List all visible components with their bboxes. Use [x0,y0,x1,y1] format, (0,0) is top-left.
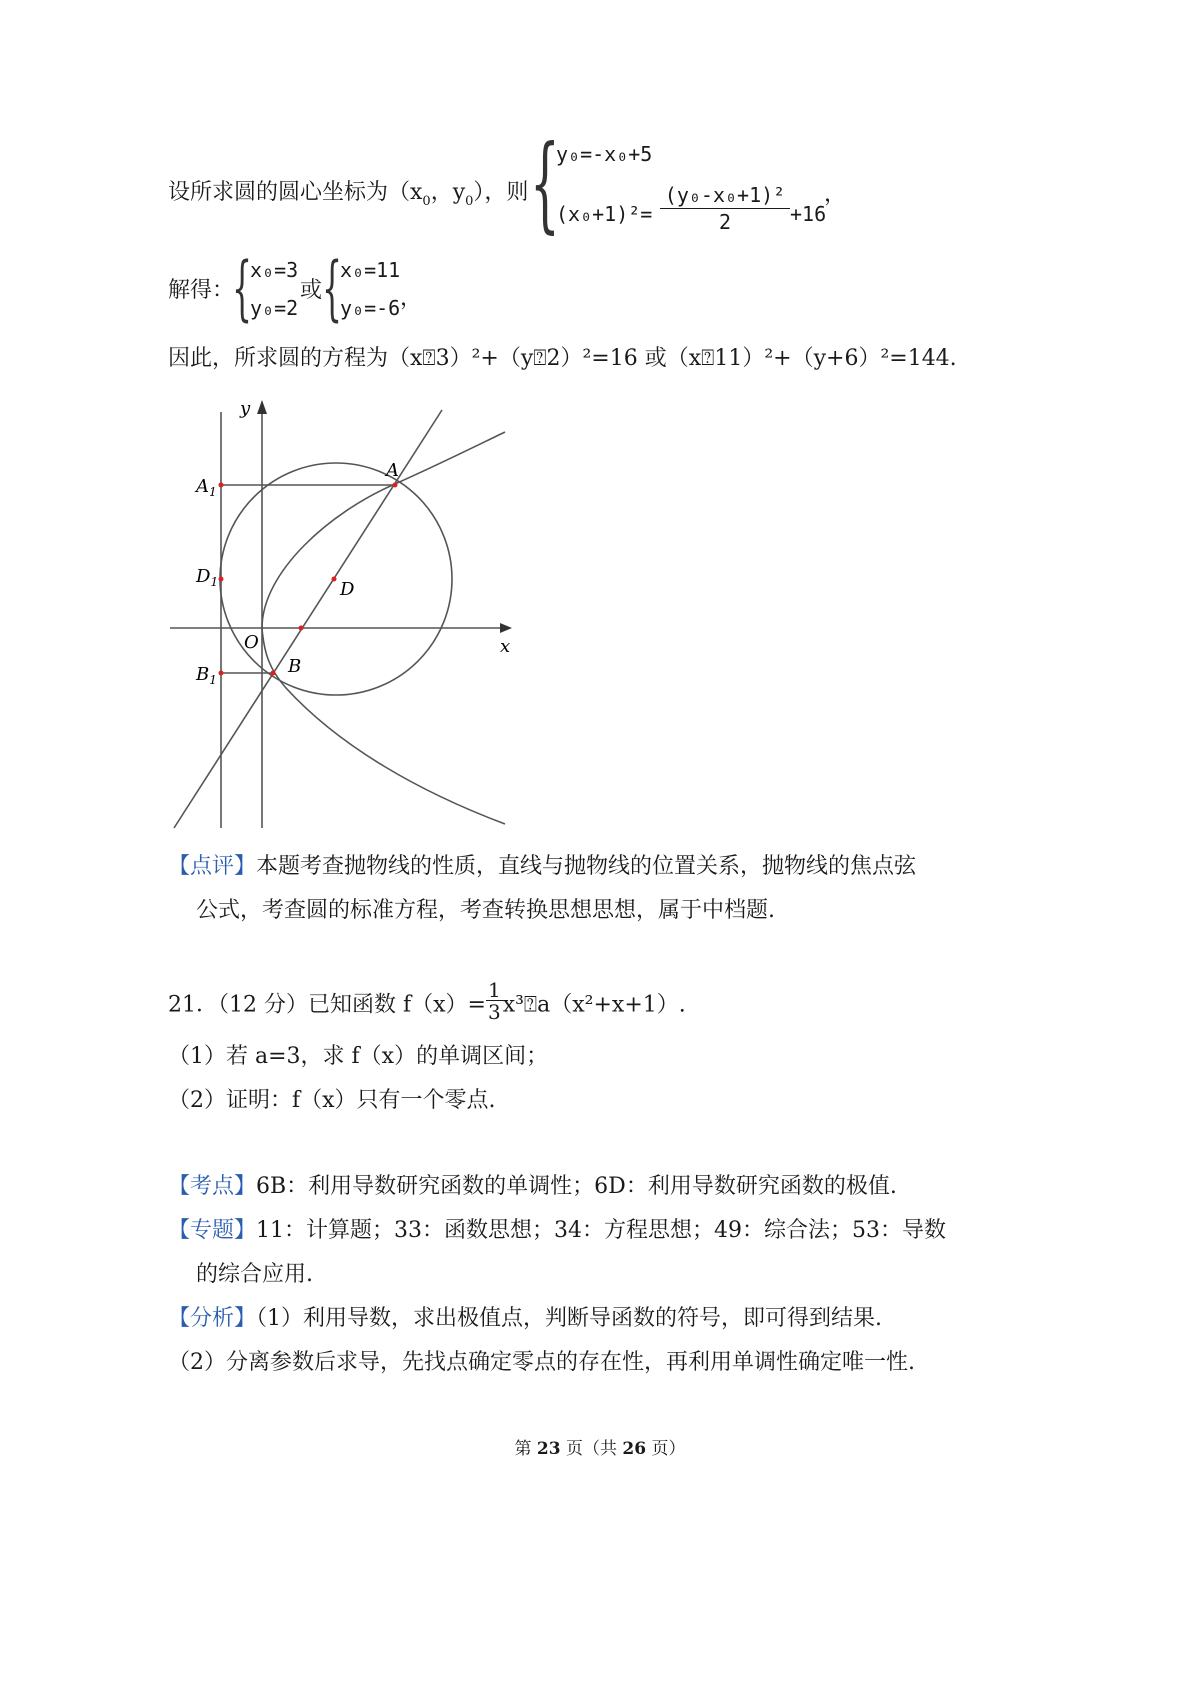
sol2-brace: { [322,247,343,329]
problem21-expr: x³⍰a（x²+x+1）. [502,992,686,1018]
review-line1 [168,852,916,882]
label-x: x [500,636,511,657]
label-y: y [240,398,251,419]
review-text1: 本题考查抛物线的性质，直线与抛物线的位置关系，抛物线的焦点弦 [256,854,917,879]
focal-chord-line [174,410,442,828]
label-d1: $D_1$ [196,566,219,589]
analysis-line1 [168,1304,882,1334]
sol1-line1: x₀=3 [250,258,299,282]
knowledge-text: 6B：利用导数研究函数的单调性；6D：利用导数研究函数的极值. [256,1174,897,1199]
analysis-line2: （2）分离参数后求导，先找点确定零点的存在性，再利用单调性确定唯一性. [168,1350,915,1375]
label-a1: $A_1$ [196,476,217,499]
point-a1 [219,483,224,488]
sol2-line2: y₀=-6 [340,296,401,320]
system1-line2-lhs: (x₀+1)²= [556,202,653,226]
label-b1: $B_1$ [196,664,217,687]
intro-text: 设所求圆的圆心坐标为（x [168,180,423,205]
y-axis-arrow-icon [257,400,267,414]
topic-line1 [168,1216,946,1246]
knowledge-tag: 【考点】 [168,1174,257,1199]
point-d [332,577,337,582]
system1-comma: ， [824,182,847,207]
frac-num: 1 [487,978,501,1002]
problem21-fraction [486,980,503,1023]
analysis-tag: 【分析】 [168,1306,257,1331]
sol1-brace: { [232,247,253,329]
point-b1 [219,671,224,676]
footer-prefix: 第 [514,1439,537,1459]
topic-tag: 【专题】 [168,1218,257,1243]
focus-point [299,626,304,631]
system1-line2-rhs: +16 [790,202,827,226]
system1-frac-num: (y₀-x₀+1)² [660,182,790,209]
knowledge-line [168,1172,897,1202]
topic-line2: 的综合应用. [196,1262,313,1287]
center-coordinates-intro [168,178,528,211]
topic-text1: 11：计算题；33：函数思想；34：方程思想；49：综合法；53：导数 [256,1218,946,1243]
solve-label: 解得： [168,278,235,303]
footer-suffix: 页） [646,1439,686,1459]
sol1-line2: y₀=2 [250,296,299,320]
intro-end: ），则 [473,180,529,205]
parabola-upper [262,432,505,628]
point-b [271,671,276,676]
sol2-line1: x₀=11 [340,258,401,282]
parabola-circle-figure [160,392,540,842]
footer-page-number: 23 [536,1439,561,1459]
intro-sub1: 0 [465,194,474,209]
label-o: O [244,632,259,653]
intro-sub0: 0 [422,194,431,209]
problem21-number: 21．（12 分）已知函数 f（x）= [168,992,486,1018]
page-footer [0,1434,1200,1459]
label-b: B [288,656,302,677]
system1-brace: { [530,122,560,244]
system1-fraction [660,182,790,235]
point-d1 [219,577,224,582]
footer-mid: 页（共 [560,1439,623,1459]
review-line2: 公式，考查圆的标准方程，考查转换思想思想，属于中档题. [196,898,775,923]
frac-den: 3 [487,1000,501,1024]
label-a: A [386,460,399,481]
problem21-part2: （2）证明：f（x）只有一个零点. [168,1088,496,1113]
x-axis-arrow-icon [500,623,512,633]
conclusion-text: 因此，所求圆的方程为（x⍰3）²+（y⍰2）²=16 或（x⍰11）²+（y+6）²=144. [168,346,957,371]
sol-comma: ， [400,286,423,311]
problem21-part1: （1）若 a=3，求 f（x）的单调区间； [168,1044,549,1069]
system1-line1: y₀=-x₀+5 [556,142,653,166]
review-tag: 【点评】 [168,854,257,879]
system1-frac-den: 2 [718,210,732,234]
or-word: 或 [300,278,323,303]
intro-mid: ，y [430,180,466,205]
point-a [393,483,398,488]
problem21-statement [168,978,686,1027]
footer-total-pages: 26 [622,1439,647,1459]
analysis-text1: （1）利用导数，求出极值点，判断导函数的符号，即可得到结果. [256,1306,883,1331]
label-d: D [340,579,355,600]
